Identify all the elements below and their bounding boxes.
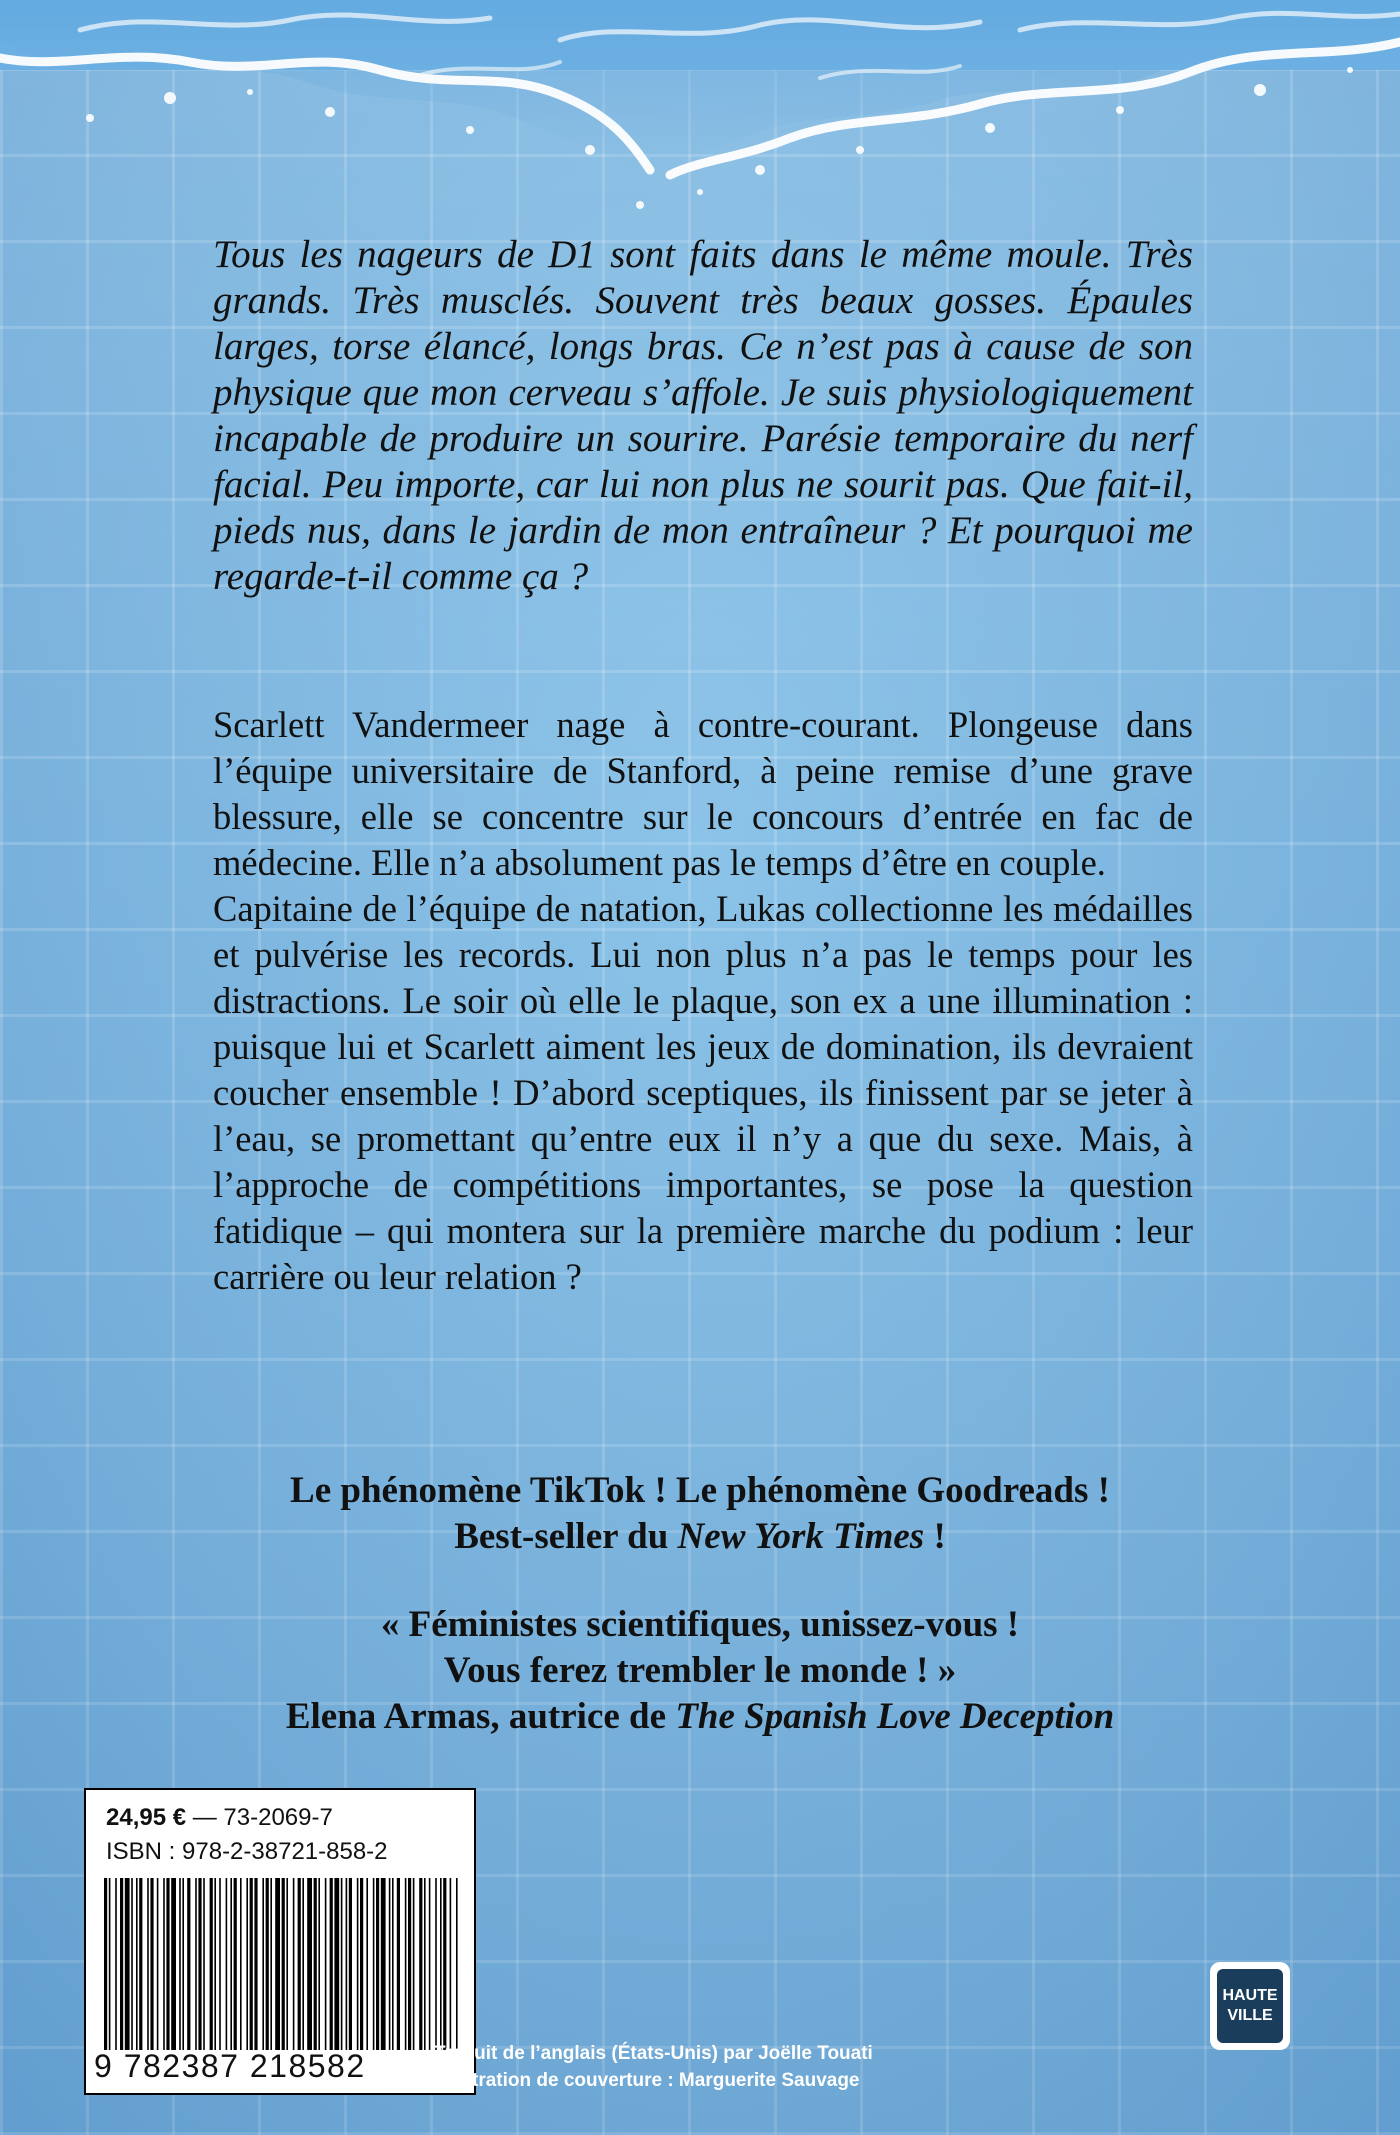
attribution-prefix: Elena Armas, autrice de xyxy=(285,1696,676,1737)
logo-line: VILLE xyxy=(1227,2007,1273,2024)
review-quote xyxy=(0,1602,1400,1740)
quote-attribution xyxy=(0,1694,1400,1740)
synopsis xyxy=(213,702,1193,1300)
barcode-bars xyxy=(100,1878,462,2050)
claim-line: Le phénomène TikTok ! Le phénomène Goodreads ! xyxy=(290,1470,1110,1511)
price: 24,95 € xyxy=(106,1804,187,1831)
synopsis-paragraph: Scarlett Vandermeer nage à contre-courant. Plongeuse dans l’équipe universitaire de Stanford, à peine remise d’une grave blessure, elle se concentre sur le concours d’entrée en fac de médecine. Elle n’a absolument pas le temps d’être en couple. xyxy=(213,704,1193,883)
claim-line xyxy=(0,1514,1400,1560)
claim-suffix: ! xyxy=(924,1516,946,1557)
barcode-box xyxy=(84,1788,476,2095)
logo-line: HAUTE xyxy=(1222,1987,1278,2004)
quote-line: Vous ferez trembler le monde ! » xyxy=(443,1650,957,1691)
publisher-logo-mark xyxy=(1217,1969,1283,2043)
price-line xyxy=(106,1804,333,1832)
water-surface-illustration xyxy=(0,0,1400,240)
claim-newspaper-title: New York Times xyxy=(677,1516,925,1557)
attribution-book-title: The Spanish Love Deception xyxy=(675,1696,1115,1737)
translation-credit: Traduit de l’anglais (États-Unis) par Joëlle Touati xyxy=(434,2043,873,2064)
illustration-credit: Illustration de couverture : Marguerite Sauvage xyxy=(434,2070,860,2091)
claim-prefix: Best-seller du xyxy=(454,1516,678,1557)
barcode-digits: 9 782387 218582 xyxy=(94,2048,366,2084)
isbn: ISBN : 978-2-38721-858-2 xyxy=(106,1838,388,1865)
synopsis-paragraph: Capitaine de l’équipe de natation, Lukas collectionne les médailles et pulvérise les records. Lui non plus n’a pas le temps pour les distractions. Le soir où elle le plaque, son ex a une illumination : puisque lui et Scarlett aiment les jeux de domination, ils devraient coucher ensemble ! D’abord sceptiques, ils finissent par se jeter à l’eau, se promettant qu’entre eux il n’y a que du sexe. Mais, à l’approche de compétitions importantes, se pose la question fatidique – qui montera sur la première marche du podium : leur carrière ou leur relation ? xyxy=(213,888,1193,1297)
promo-claims xyxy=(0,1468,1400,1560)
credits xyxy=(434,2040,873,2094)
excerpt-italic: Tous les nageurs de D1 sont faits dans le même moule. Très grands. Très musclés. Souvent très beaux gosses. Épaules larges, torse élancé, longs bras. Ce n’est pas à cause de son physique que mon cerveau s’affole. Je suis physiologiquement incapable de produire un sourire. Parésie temporaire du nerf facial. Peu importe, car lui non plus ne sourit pas. Que fait-il, pieds nus, dans le jardin de mon entraîneur ? Et pourquoi me regarde-t-il comme ça ? xyxy=(213,233,1193,598)
product-code: — 73-2069-7 xyxy=(186,1804,333,1831)
quote-line: « Féministes scientifiques, unissez-vous ! xyxy=(380,1604,1020,1645)
publisher-logo xyxy=(1210,1962,1290,2050)
